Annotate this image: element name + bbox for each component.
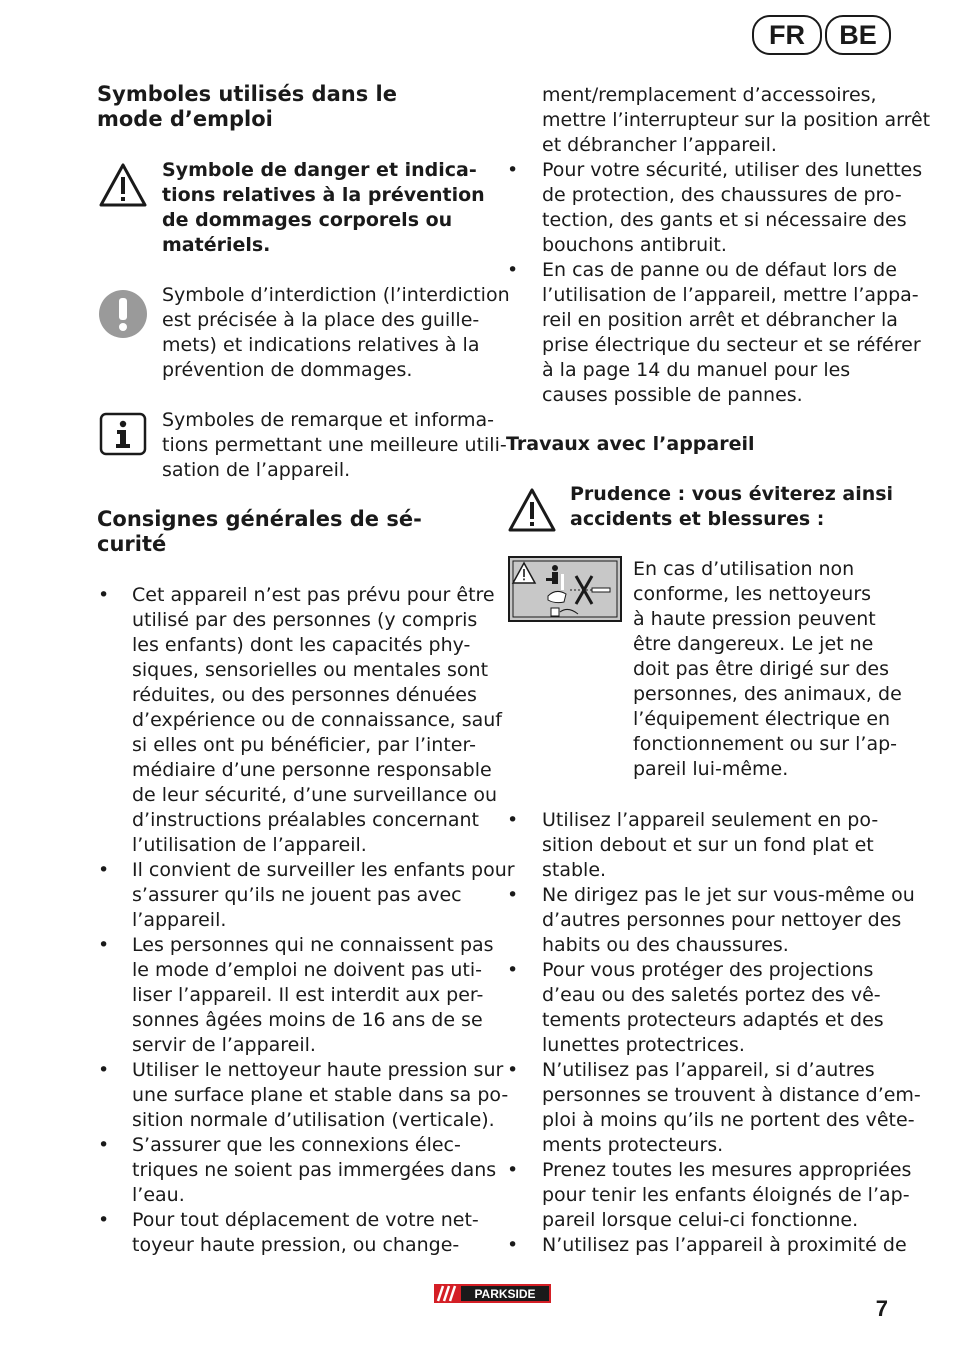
text-line: lunettes protectrices. <box>542 1034 745 1056</box>
text-line: N’utilisez pas l’appareil, si d’autres <box>542 1059 875 1081</box>
text-line: et débrancher l’appareil. <box>542 134 777 156</box>
lang-badge-be: BE <box>825 15 891 55</box>
text-line: stable. <box>542 859 607 881</box>
brand-text: PARKSIDE <box>474 1287 536 1301</box>
exclamation-circle-icon <box>98 289 148 339</box>
bullet-marker: • <box>98 934 110 956</box>
text-line: Symbole d’interdiction (l’interdiction <box>162 284 510 306</box>
text-line: sition normale d’utilisation (verticale). <box>132 1109 495 1131</box>
text-line: s’assurer qu’ils ne jouent pas avec <box>132 884 462 906</box>
text-line: Prudence : vous éviterez ainsi <box>570 483 894 505</box>
text-line: l’appareil. <box>132 909 227 931</box>
text-line: Pour vous protéger des projections <box>542 959 874 981</box>
text-line: matériels. <box>162 234 271 256</box>
bullet-marker: • <box>507 259 519 281</box>
text-line: sation de l’appareil. <box>162 459 351 481</box>
text-line: si elles ont pu bénéficier, par l’inter- <box>132 734 476 756</box>
bullet-marker: • <box>507 959 519 981</box>
text-line: ploi à moins qu’ils ne portent des vête- <box>542 1109 915 1131</box>
text-line: ments protecteurs. <box>542 1134 724 1156</box>
text-line: Symbole de danger et indica- <box>162 159 477 181</box>
text-line: d’autres personnes pour nettoyer des <box>542 909 902 931</box>
text-line: à haute pression peuvent <box>633 608 876 630</box>
text-line: pareil lorsque celui-ci fonctionne. <box>542 1209 859 1231</box>
lang-badge-fr: FR <box>752 15 822 55</box>
text-line: prévention de dommages. <box>162 359 413 381</box>
text-line: tions relatives à la prévention <box>162 184 485 206</box>
text-line: mets) et indications relatives à la <box>162 334 480 356</box>
text-line: En cas d’utilisation non <box>633 558 855 580</box>
bullet-marker: • <box>507 1234 519 1256</box>
text-line: siques, sensorielles ou mentales sont <box>132 659 489 681</box>
page-number: 7 <box>875 1296 888 1321</box>
bullet-marker: • <box>507 809 519 831</box>
text-line: l’utilisation de l’appareil, mettre l’appa- <box>542 284 919 306</box>
text-line: l’équipement électrique en <box>633 708 891 730</box>
text-line: l’utilisation de l’appareil. <box>132 834 367 856</box>
text-line: pour tenir les enfants éloignés de l’ap- <box>542 1184 910 1206</box>
text-line: triques ne soient pas immergées dans <box>132 1159 497 1181</box>
text-line: doit pas être dirigé sur des <box>633 658 890 680</box>
text-line: Pour tout déplacement de votre net- <box>132 1209 479 1231</box>
text-line: En cas de panne ou de défaut lors de <box>542 259 897 281</box>
info-icon <box>99 412 147 456</box>
bullet-marker: • <box>98 1134 110 1156</box>
text-line: Il convient de surveiller les enfants pour <box>132 859 515 881</box>
text-line: S’assurer que les connexions élec- <box>132 1134 461 1156</box>
text-line: Ne dirigez pas le jet sur vous-même ou <box>542 884 915 906</box>
text-line: tection, des gants et si nécessaire des <box>542 209 907 231</box>
bullet-marker: • <box>507 1159 519 1181</box>
text-line: le mode d’emploi ne doivent pas uti- <box>132 959 482 981</box>
text-line: Les personnes qui ne connaissent pas <box>132 934 494 956</box>
text-line: habits ou des chaussures. <box>542 934 789 956</box>
text-line: être dangereux. Le jet ne <box>633 633 874 655</box>
text-line: fonctionnement ou sur l’ap- <box>633 733 898 755</box>
text-line: une surface plane et stable dans sa po- <box>132 1084 509 1106</box>
text-line: mettre l’interrupteur sur la position arrêt <box>542 109 931 131</box>
text-line: Utiliser le nettoyeur haute pression sur <box>132 1059 504 1081</box>
text-line: d’eau ou des saletés portez des vê- <box>542 984 881 1006</box>
section-title-line: Symboles utilisés dans le <box>97 82 397 106</box>
bullet-marker: • <box>98 1059 110 1081</box>
bullet-marker: • <box>507 1059 519 1081</box>
text-line: bouchons antibruit. <box>542 234 727 256</box>
text-line: personnes se trouvent à distance d’em- <box>542 1084 921 1106</box>
text-line: ment/remplacement d’accessoires, <box>542 84 877 106</box>
bullet-marker: • <box>507 159 519 181</box>
text-line: sonnes âgées moins de 16 ans de se <box>132 1009 483 1031</box>
section-title-work: Travaux avec l’appareil <box>506 433 755 455</box>
text-line: d’expérience ou de connaissance, sauf <box>132 709 502 731</box>
text-line: Prenez toutes les mesures appropriées <box>542 1159 912 1181</box>
text-line: tements protecteurs adaptés et des <box>542 1009 884 1031</box>
text-line: accidents et blessures : <box>570 508 825 530</box>
text-line: tions permettant une meilleure utili- <box>162 434 507 456</box>
text-line: prise électrique du secteur et se référer <box>542 334 921 356</box>
text-line: servir de l’appareil. <box>132 1034 316 1056</box>
text-line: à la page 14 du manuel pour les <box>542 359 851 381</box>
text-line: est précisée à la place des guille- <box>162 309 480 331</box>
text-line: sition debout et sur un fond plat et <box>542 834 874 856</box>
text-line: Utilisez l’appareil seulement en po- <box>542 809 879 831</box>
text-line: les enfants) dont les capacités phy- <box>132 634 471 656</box>
text-line: de leur sécurité, d’une surveillance ou <box>132 784 497 806</box>
bullet-marker: • <box>98 859 110 881</box>
text-line: toyeur haute pression, ou change- <box>132 1234 460 1256</box>
text-line: réduites, ou des personnes dénuées <box>132 684 477 706</box>
text-line: l’eau. <box>132 1184 185 1206</box>
section-title-line: mode d’emploi <box>97 107 273 131</box>
text-line: causes possible de pannes. <box>542 384 803 406</box>
text-line: de protection, des chaussures de pro- <box>542 184 902 206</box>
text-line: Pour votre sécurité, utiliser des lunettes <box>542 159 923 181</box>
text-line: conforme, les nettoyeurs <box>633 583 872 605</box>
section-title-line: Consignes générales de sé- <box>97 507 422 531</box>
bullet-marker: • <box>98 584 110 606</box>
text-line: Cet appareil n’est pas prévu pour être <box>132 584 495 606</box>
text-line: d’instructions préalables concernant <box>132 809 479 831</box>
text-line: liser l’appareil. Il est interdit aux per- <box>132 984 484 1006</box>
text-line: pareil lui-même. <box>633 758 789 780</box>
text-line: Symboles de remarque et informa- <box>162 409 495 431</box>
warning-triangle-icon <box>98 162 148 208</box>
text-line: utilisé par des personnes (y compris <box>132 609 478 631</box>
text-line: reil en position arrêt et débrancher la <box>542 309 898 331</box>
text-line: médiaire d’une personne responsable <box>132 759 492 781</box>
jet-warning-pictogram-icon <box>508 556 622 622</box>
section-title-line: curité <box>97 532 167 556</box>
warning-triangle-icon <box>507 487 557 533</box>
bullet-marker: • <box>98 1209 110 1231</box>
text-line: de dommages corporels ou <box>162 209 453 231</box>
text-line: N’utilisez pas l’appareil à proximité de <box>542 1234 907 1256</box>
text-line: personnes, des animaux, de <box>633 683 902 705</box>
parkside-logo <box>434 1284 551 1303</box>
bullet-marker: • <box>507 884 519 906</box>
